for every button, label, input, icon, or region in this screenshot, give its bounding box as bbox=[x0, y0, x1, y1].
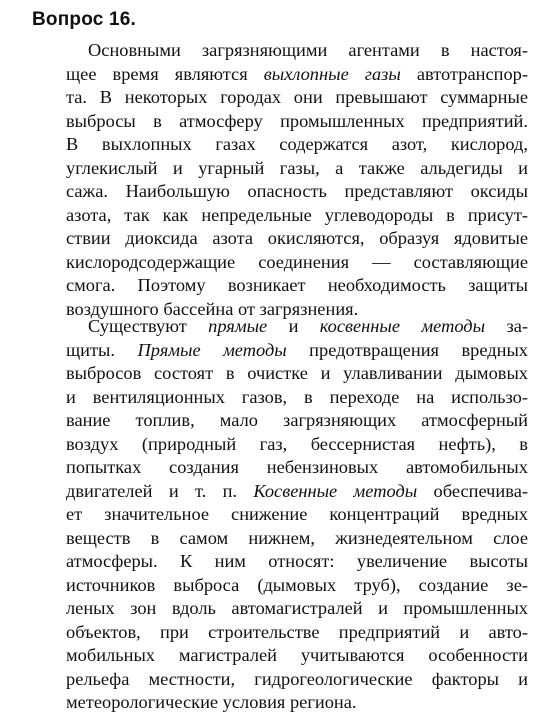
text-line: сажа. Наибольшую опасность представляют оксиды bbox=[66, 181, 528, 201]
text-line: смога. Поэтому возникает необходимость защиты bbox=[66, 275, 528, 295]
text-line: атмосферы. К ним относят: увеличение высоты bbox=[66, 551, 528, 571]
text-line: веществ в самом нижнем, жизнедеятельном слое bbox=[66, 527, 528, 548]
paragraph-protection-methods bbox=[66, 315, 528, 715]
text-line: рельефа местности, гидрогеологические факторы и bbox=[66, 668, 528, 689]
text-line: источников выброса (дымовых труб), создание зе- bbox=[66, 574, 528, 595]
text-line: и вентиляционных газов, в переходе на использо- bbox=[66, 386, 528, 407]
italic-term: косвенные методы bbox=[319, 316, 486, 336]
italic-term: Прямые методы bbox=[137, 339, 287, 360]
text-line: воздух (природный газ, бессернистая нефть), в bbox=[66, 433, 528, 454]
text-line: объектов, при строительстве предприятий и авто- bbox=[66, 621, 528, 642]
text-line: та. В некоторых городах они превышают суммарные bbox=[66, 87, 528, 107]
text-line: азота, так как непредельные углеводороды в присут- bbox=[66, 204, 528, 225]
text-line: выбросов состоят в очистке и улавливании дымовых bbox=[66, 363, 528, 383]
text-line: леных зон вдоль автомагистралей и промышленных bbox=[66, 598, 528, 618]
text-line: щее время являются выхлопные газы автотранспор- bbox=[66, 63, 528, 84]
text-line: ствии диоксида азота окисляются, образуя ядовитые bbox=[66, 228, 528, 248]
text-line: двигателей и т. п. Косвенные методы обеспечива- bbox=[66, 480, 528, 501]
italic-term: прямые bbox=[208, 316, 268, 336]
text-line: мобильных магистралей учитываются особенности bbox=[66, 645, 528, 665]
italic-term: Косвенные методы bbox=[253, 480, 418, 501]
text-line: выбросы в атмосферу промышленных предприятий. bbox=[66, 110, 528, 131]
text-line: В выхлопных газах содержатся азот, кислород, bbox=[66, 134, 528, 154]
text-line: воздушного бассейна от загрязнения. bbox=[66, 298, 359, 319]
text-line: углекислый и угарный газы, а также альдегиды и bbox=[66, 157, 528, 178]
question-heading: Вопрос 16. bbox=[32, 9, 137, 30]
text-line: ет значительное снижение концентраций вредных bbox=[66, 504, 528, 524]
text-line: метеорологические условия региона. bbox=[66, 692, 357, 712]
text-line: щиты. Прямые методы предотвращения вредных bbox=[66, 339, 529, 360]
paragraph-exhaust-gases bbox=[66, 39, 528, 321]
text-line: Существуют прямые и косвенные методы за- bbox=[88, 316, 528, 336]
italic-term: выхлопные газы bbox=[263, 63, 401, 84]
text-line: попытках создания небензиновых автомобильных bbox=[66, 457, 528, 477]
text-line: Основными загрязняющими агентами в настоя- bbox=[88, 40, 528, 60]
text-line: вание топлив, мало загрязняющих атмосферный bbox=[66, 410, 528, 430]
text-line: кислородсодержащие соединения — составляющие bbox=[66, 251, 528, 272]
